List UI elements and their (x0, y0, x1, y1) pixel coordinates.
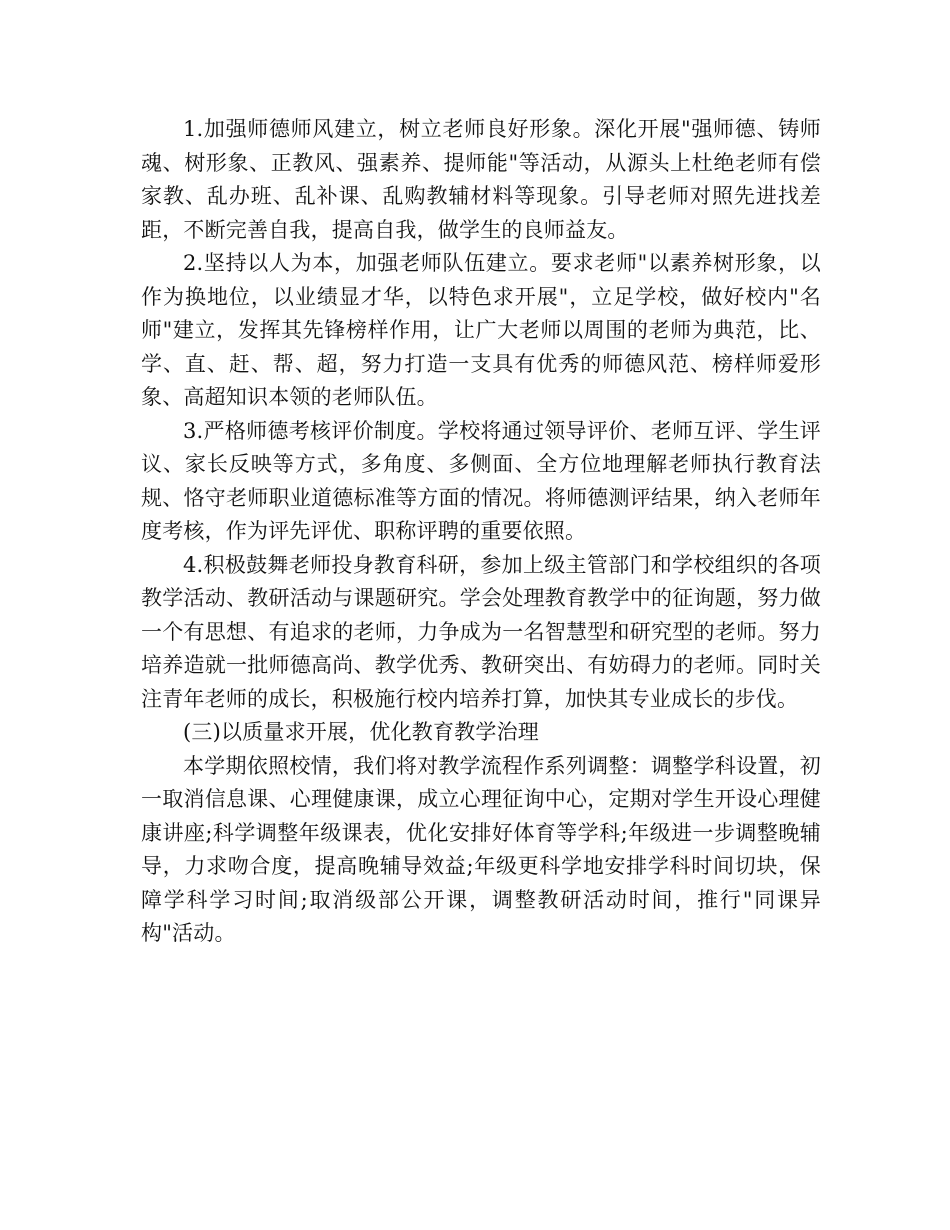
section-heading-quality: (三)以质量求开展，优化教育教学治理 (183, 720, 539, 744)
paragraph-teacher-ethics: 1.加强师德师风建立，树立老师良好形象。深化开展"强师德、铸师魂、树形象、正教风、强素养、提师能"等活动，从源头上杜绝老师有偿家教、乱办班、乱补课、乱购教辅材料等现象。引导老师对照先进找差距，不断完善自我，提高自我，做学生的良师益友。 (141, 117, 821, 242)
paragraph-people-oriented: 2.坚持以人为本，加强老师队伍建立。要求老师"以素养树形象，以作为换地位，以业绩显才华，以特色求开展"，立足学校，做好校内"名师"建立，发挥其先锋榜样作用，让广大老师以周围的老师为典范，比、学、直、赶、帮、超，努力打造一支具有优秀的师德风范、榜样师爱形象、高超知识本领的老师队伍。 (141, 251, 821, 409)
paragraph-teaching-adjustments: 本学期依照校情，我们将对教学流程作系列调整：调整学科设置，初一取消信息课、心理健康课，成立心理征询中心，定期对学生开设心理健康讲座;科学调整年级课表，优化安排好体育等学科;年级进一步调整晚辅导，力求吻合度，提高晚辅导效益;年级更科学地安排学科时间切块，保障学科学习时间;取消级部公开课，调整教研活动时间，推行"同课异构"活动。 (141, 753, 821, 945)
paragraph-ethics-assessment: 3.严格师德考核评价制度。学校将通过领导评价、老师互评、学生评议、家长反映等方式，多角度、多侧面、全方位地理解老师执行教育法规、恪守老师职业道德标准等方面的情况。将师德测评结果，纳入老师年度考核，作为评先评优、职称评聘的重要依照。 (141, 418, 821, 543)
paragraph-education-research: 4.积极鼓舞老师投身教育科研，参加上级主管部门和学校组织的各项教学活动、教研活动与课题研究。学会处理教育教学中的征询题，努力做一个有思想、有追求的老师，力争成为一名智慧型和研究型的老师。努力培养造就一批师德高尚、教学优秀、教研突出、有妨碍力的老师。同时关注青年老师的成长，积极施行校内培养打算，加快其专业成长的步伐。 (141, 552, 821, 711)
document-body (141, 113, 821, 951)
